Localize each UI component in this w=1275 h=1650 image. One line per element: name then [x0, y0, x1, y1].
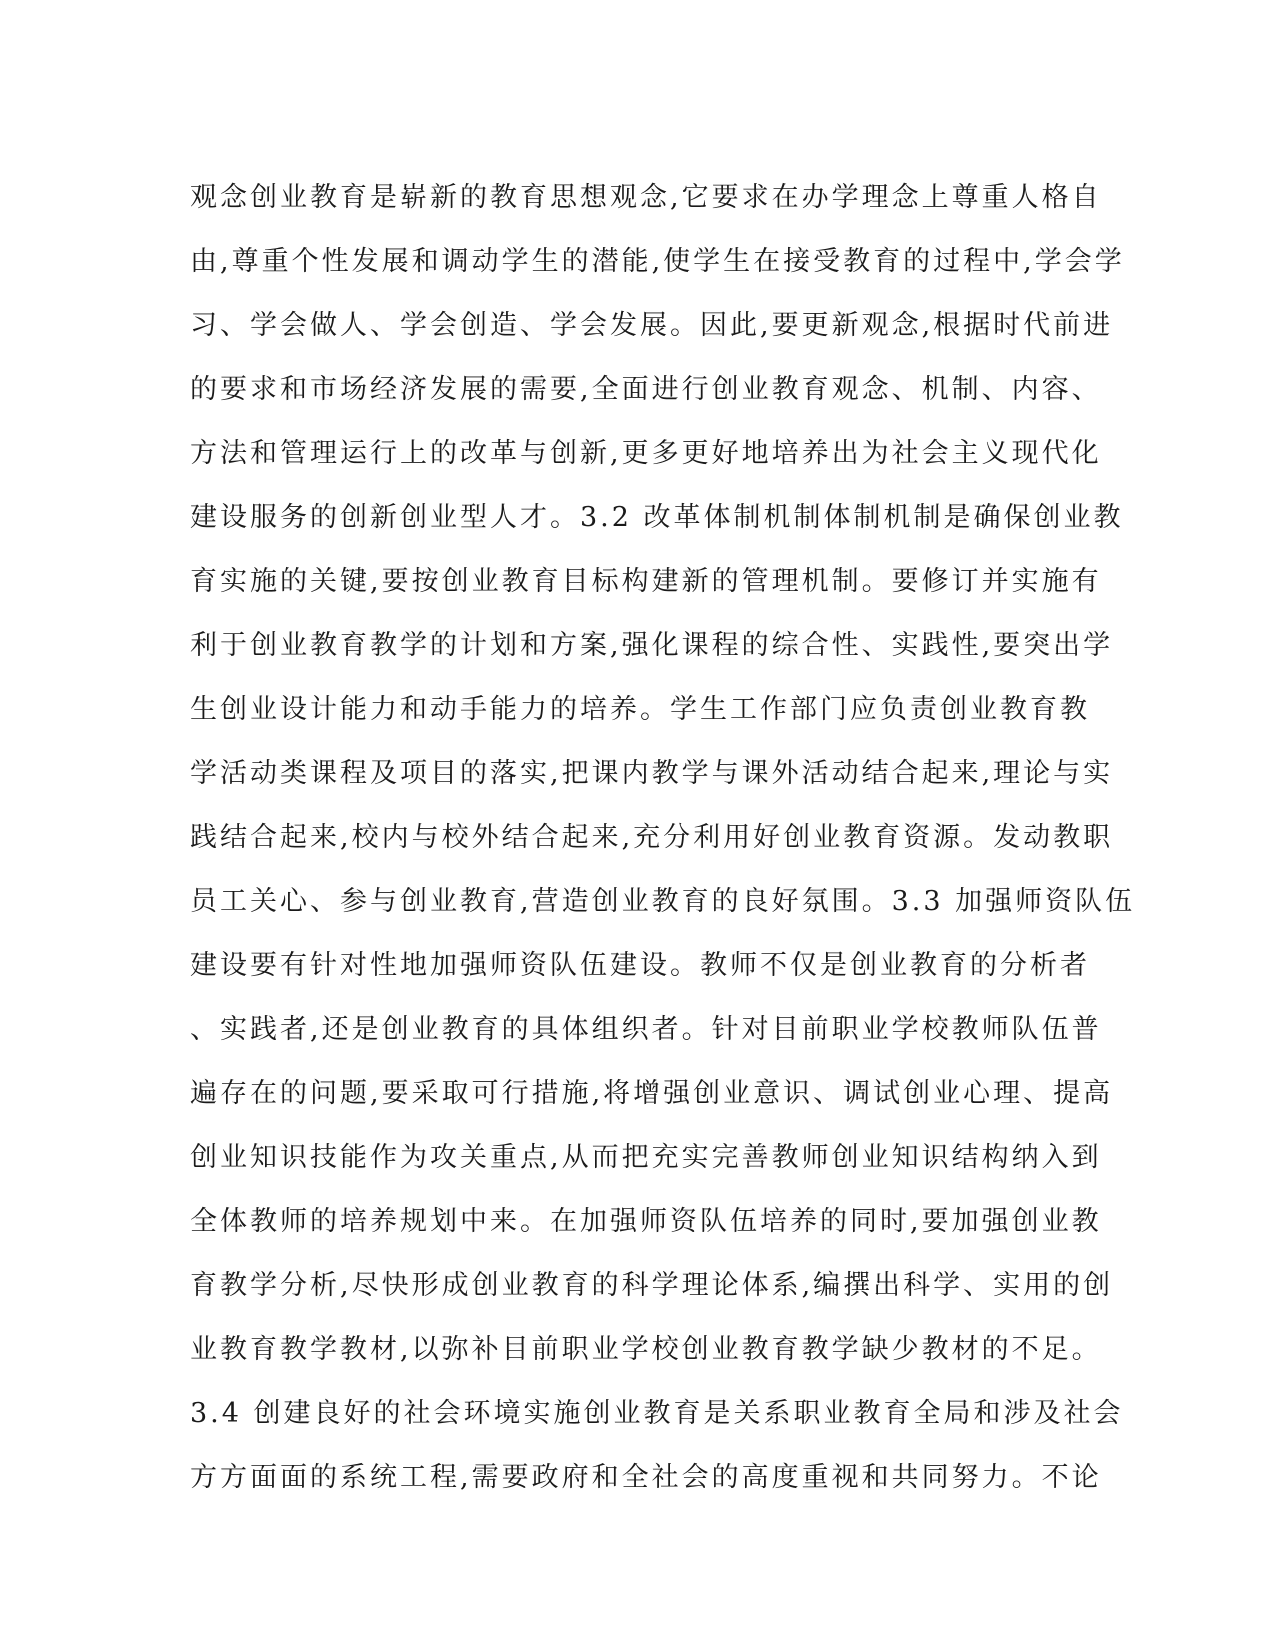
text-line: 全体教师的培养规划中来。在加强师资队伍培养的同时,要加强创业教 — [190, 1206, 1102, 1237]
body-text — [190, 166, 1136, 1510]
text-line: 员工关心、参与创业教育,营造创业教育的良好氛围。3.3 加强师资队伍 — [190, 886, 1136, 917]
text-line: 习、学会做人、学会创造、学会发展。因此,要更新观念,根据时代前进 — [190, 310, 1114, 341]
text-line: 、实践者,还是创业教育的具体组织者。针对目前职业学校教师队伍普 — [190, 1014, 1102, 1045]
text-line: 生创业设计能力和动手能力的培养。学生工作部门应负责创业教育教 — [190, 694, 1090, 725]
text-line: 创业知识技能作为攻关重点,从而把充实完善教师创业知识结构纳入到 — [190, 1142, 1102, 1173]
text-line: 业教育教学教材,以弥补目前职业学校创业教育教学缺少教材的不足。 — [190, 1334, 1102, 1365]
text-line: 育实施的关键,要按创业教育目标构建新的管理机制。要修订并实施有 — [190, 566, 1102, 597]
text-line: 育教学分析,尽快形成创业教育的科学理论体系,编撰出科学、实用的创 — [190, 1270, 1114, 1301]
text-line: 的要求和市场经济发展的需要,全面进行创业教育观念、机制、内容、 — [190, 374, 1102, 405]
text-line: 践结合起来,校内与校外结合起来,充分利用好创业教育资源。发动教职 — [190, 822, 1114, 853]
text-line: 方方面面的系统工程,需要政府和全社会的高度重视和共同努力。不论 — [190, 1462, 1102, 1493]
text-line: 3.4 创建良好的社会环境实施创业教育是关系职业教育全局和涉及社会 — [190, 1398, 1124, 1429]
text-line: 利于创业教育教学的计划和方案,强化课程的综合性、实践性,要突出学 — [190, 630, 1114, 661]
text-line: 建设要有针对性地加强师资队伍建设。教师不仅是创业教育的分析者 — [190, 950, 1090, 981]
text-line: 由,尊重个性发展和调动学生的潜能,使学生在接受教育的过程中,学会学 — [190, 246, 1125, 277]
text-line: 学活动类课程及项目的落实,把课内教学与课外活动结合起来,理论与实 — [190, 758, 1114, 789]
text-line: 观念创业教育是崭新的教育思想观念,它要求在办学理念上尊重人格自 — [190, 182, 1102, 213]
text-line: 建设服务的创新创业型人才。3.2 改革体制机制体制机制是确保创业教 — [190, 502, 1124, 533]
text-line: 方法和管理运行上的改革与创新,更多更好地培养出为社会主义现代化 — [190, 438, 1102, 469]
text-line: 遍存在的问题,要采取可行措施,将增强创业意识、调试创业心理、提高 — [190, 1078, 1114, 1109]
